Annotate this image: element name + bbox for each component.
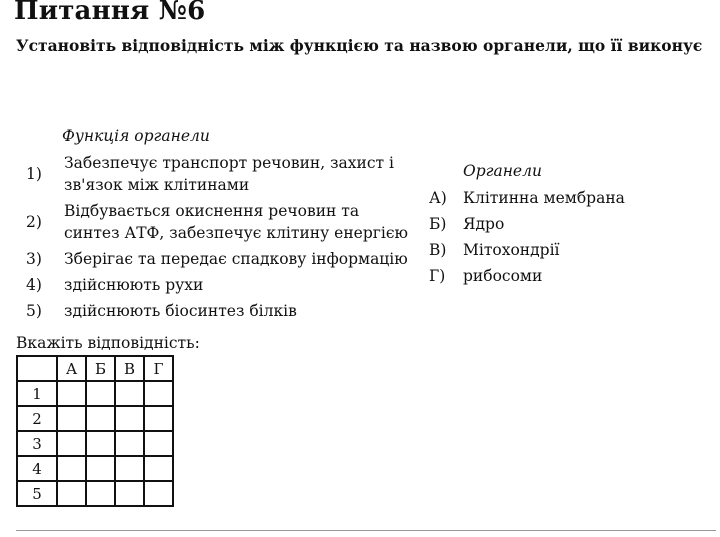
answer-label: Вкажіть відповідність: — [16, 334, 200, 352]
answer-grid — [16, 355, 174, 507]
answer-cell[interactable] — [57, 381, 86, 406]
answer-grid-row — [17, 431, 173, 456]
function-number: 5) — [26, 302, 42, 320]
answer-cell[interactable] — [115, 456, 144, 481]
answer-grid-row — [17, 381, 173, 406]
function-number: 4) — [26, 276, 42, 294]
answer-grid-row-header: 2 — [17, 406, 57, 431]
answer-grid-corner — [17, 356, 57, 381]
answer-cell[interactable] — [144, 481, 173, 506]
function-text-line2: синтез АТФ, забезпечує клітину енергією — [64, 224, 409, 242]
answer-grid-col-header: Г — [144, 356, 173, 381]
answer-cell[interactable] — [86, 431, 115, 456]
answer-cell[interactable] — [115, 481, 144, 506]
organelle-name: Клітинна мембрана — [463, 189, 625, 207]
organelle-letter: Г) — [429, 267, 446, 285]
answer-cell[interactable] — [115, 406, 144, 431]
function-number: 2) — [26, 213, 42, 231]
answer-cell[interactable] — [86, 456, 115, 481]
organelle-name: рибосоми — [463, 267, 543, 285]
function-text-line2: зв'язок між клітинами — [64, 176, 250, 194]
function-text-line1: Відбувається окиснення речовин та — [64, 202, 360, 220]
answer-cell[interactable] — [86, 481, 115, 506]
organelles-header: Органели — [463, 162, 542, 180]
organelle-name: Ядро — [463, 215, 505, 233]
answer-cell[interactable] — [144, 406, 173, 431]
answer-grid-row — [17, 406, 173, 431]
answer-cell[interactable] — [57, 456, 86, 481]
answer-cell[interactable] — [57, 481, 86, 506]
answer-grid-row-header: 3 — [17, 431, 57, 456]
answer-cell[interactable] — [57, 431, 86, 456]
organelle-letter: Б) — [429, 215, 447, 233]
answer-grid-col-header: А — [57, 356, 86, 381]
answer-cell[interactable] — [144, 381, 173, 406]
answer-cell[interactable] — [144, 456, 173, 481]
answer-grid-col-header: В — [115, 356, 144, 381]
function-number: 3) — [26, 250, 42, 268]
organelle-letter: В) — [429, 241, 447, 259]
answer-grid-row — [17, 456, 173, 481]
organelle-name: Мітохондрії — [463, 241, 560, 259]
answer-cell[interactable] — [57, 406, 86, 431]
function-text-line1: здійснюють біосинтез білків — [64, 302, 297, 320]
answer-cell[interactable] — [115, 381, 144, 406]
organelle-letter: А) — [429, 189, 447, 207]
answer-grid-header-row — [17, 356, 173, 381]
answer-grid-row — [17, 481, 173, 506]
answer-cell[interactable] — [86, 381, 115, 406]
question-instruction: Установіть відповідність між функцією та назвою органели, що її виконує — [16, 36, 703, 55]
functions-header: Функція органели — [62, 127, 210, 145]
answer-grid-row-header: 1 — [17, 381, 57, 406]
answer-cell[interactable] — [86, 406, 115, 431]
function-text-line1: Забезпечує транспорт речовин, захист і — [64, 154, 394, 172]
function-number: 1) — [26, 165, 42, 183]
answer-grid-row-header: 4 — [17, 456, 57, 481]
answer-grid-col-header: Б — [86, 356, 115, 381]
function-text-line1: здійснюють рухи — [64, 276, 204, 294]
answer-cell[interactable] — [144, 431, 173, 456]
answer-grid-row-header: 5 — [17, 481, 57, 506]
question-title: Питання №6 — [14, 0, 206, 26]
function-text-line1: Зберігає та передає спадкову інформацію — [64, 250, 408, 268]
bottom-divider — [16, 530, 716, 531]
answer-cell[interactable] — [115, 431, 144, 456]
